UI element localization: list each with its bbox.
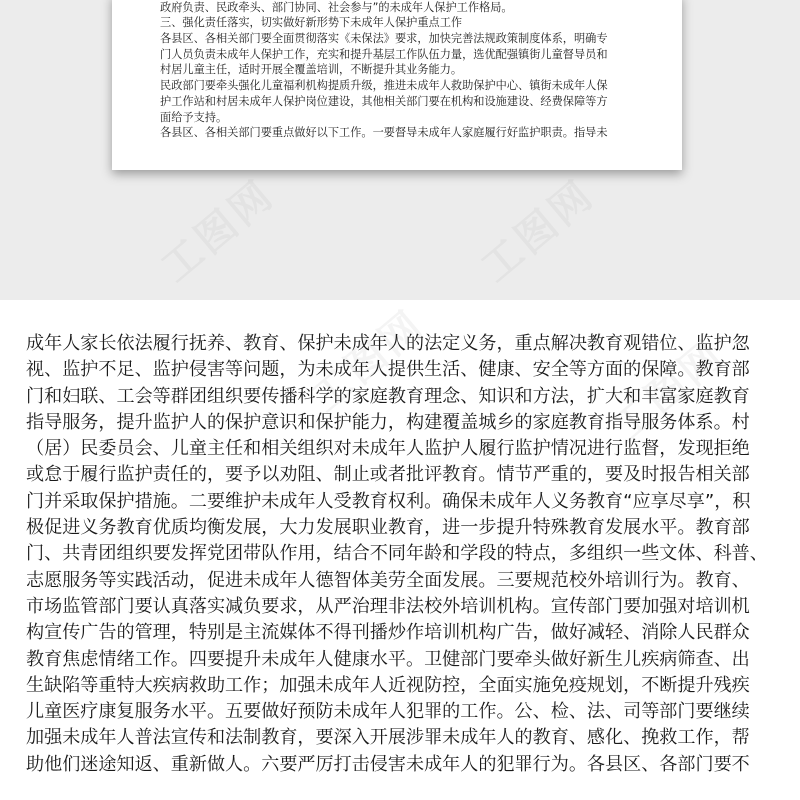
watermark: 工图网 — [472, 171, 604, 292]
document-page-preview — [112, 0, 682, 170]
body-line: 或怠于履行监护责任的，要予以劝阻、制止或者批评教育。情节严重的，要及时报告相关部 — [26, 464, 750, 486]
watermark: 工图网 — [302, 301, 434, 422]
preview-line: 各县区、各相关部门要全面贯彻落实《未保法》要求，加快完善法规政策制度体系，明确专 — [160, 32, 608, 46]
body-line: 指导服务，提升监护人的保护意识和保护能力，构建覆盖城乡的家庭教育指导服务体系。村 — [26, 411, 750, 433]
body-line: 生缺陷等重特大疾病救助工作；加强未成年人近视防控，全面实施免疫规划，不断提升残疾 — [26, 674, 750, 696]
document-preview-area — [0, 0, 800, 300]
body-line: 加强未成年人普法宣传和法制教育，要深入开展涉罪未成年人的教育、感化、挽救工作，帮 — [26, 727, 750, 749]
preview-line: 各县区、各相关部门要重点做好以下工作。一要督导未成年人家庭履行好监护职责。指导未 — [160, 126, 608, 140]
preview-line: 民政部门要牵头强化儿童福利机构提质升级，推进未成年人救助保护中心、镇街未成年人保 — [160, 79, 608, 93]
preview-line: 护工作站和村居未成年人保护岗位建设，其他相关部门要在机构和设施建设、经费保障等方 — [160, 94, 608, 108]
body-line: 市场监管部门要认真落实减负要求，从严治理非法校外培训机构。宣传部门要加强对培训机 — [26, 595, 750, 617]
body-line: 视、监护不足、监护侵害等问题，为未成年人提供生活、健康、安全等方面的保障。教育部 — [26, 359, 750, 381]
body-line: 志愿服务等实践活动，促进未成年人德智体美劳全面发展。三要规范校外培训行为。教育、 — [26, 569, 750, 591]
body-line: 儿童医疗康复服务水平。五要做好预防未成年人犯罪的工作。公、检、法、司等部门要继续 — [26, 701, 750, 723]
watermark: 工图网 — [152, 171, 284, 292]
preview-line: 政府负责、民政牵头、部门协同、社会参与”的未成年人保护工作格局。 — [160, 0, 513, 14]
preview-line: 村居儿童主任，适时开展全覆盖培训，不断提升其业务能力。 — [160, 63, 463, 77]
body-line: 极促进义务教育优质均衡发展，大力发展职业教育，进一步提升特殊教育发展水平。教育部 — [26, 517, 750, 539]
preview-line: 三、强化责任落实，切实做好新形势下未成年人保护重点工作 — [160, 16, 463, 30]
preview-line: 面给予支持。 — [160, 110, 228, 124]
body-line: 门并采取保护措施。二要维护未成年人受教育权利。确保未成年人义务教育“应享尽享”，积 — [26, 490, 751, 512]
preview-text — [160, 0, 650, 141]
preview-line: 门人员负责未成年人保护工作，充实和提升基层工作队伍力量，选优配强镇街儿童督导员和 — [160, 47, 608, 61]
body-text — [26, 331, 778, 772]
body-line: 助他们迷途知返、重新做人。六要严厉打击侵害未成年人的犯罪行为。各县区、各部门要不 — [26, 753, 750, 772]
body-line: 门、共青团组织要发挥党团带队作用，结合不同年龄和学段的特点，多组织一些文体、科普、 — [26, 543, 768, 565]
body-line: （居）民委员会、儿童主任和相关组织对未成年人监护人履行监护情况进行监督，发现拒绝 — [26, 438, 750, 460]
body-line: 构宣传广告的管理，特别是主流媒体不得刊播炒作培训机构广告，做好减轻、消除人民群众 — [26, 622, 750, 644]
body-line: 教育焦虑情绪工作。四要提升未成年人健康水平。卫健部门要牵头做好新生儿疾病筛查、出 — [26, 648, 750, 670]
watermark: 工图网 — [602, 331, 734, 452]
body-line: 成年人家长依法履行抚养、教育、保护未成年人的法定义务，重点解决教育观错位、监护忽 — [26, 333, 750, 354]
body-line: 门和妇联、工会等群团组织要传播科学的家庭教育理念、知识和方法，扩大和丰富家庭教育 — [26, 385, 750, 407]
